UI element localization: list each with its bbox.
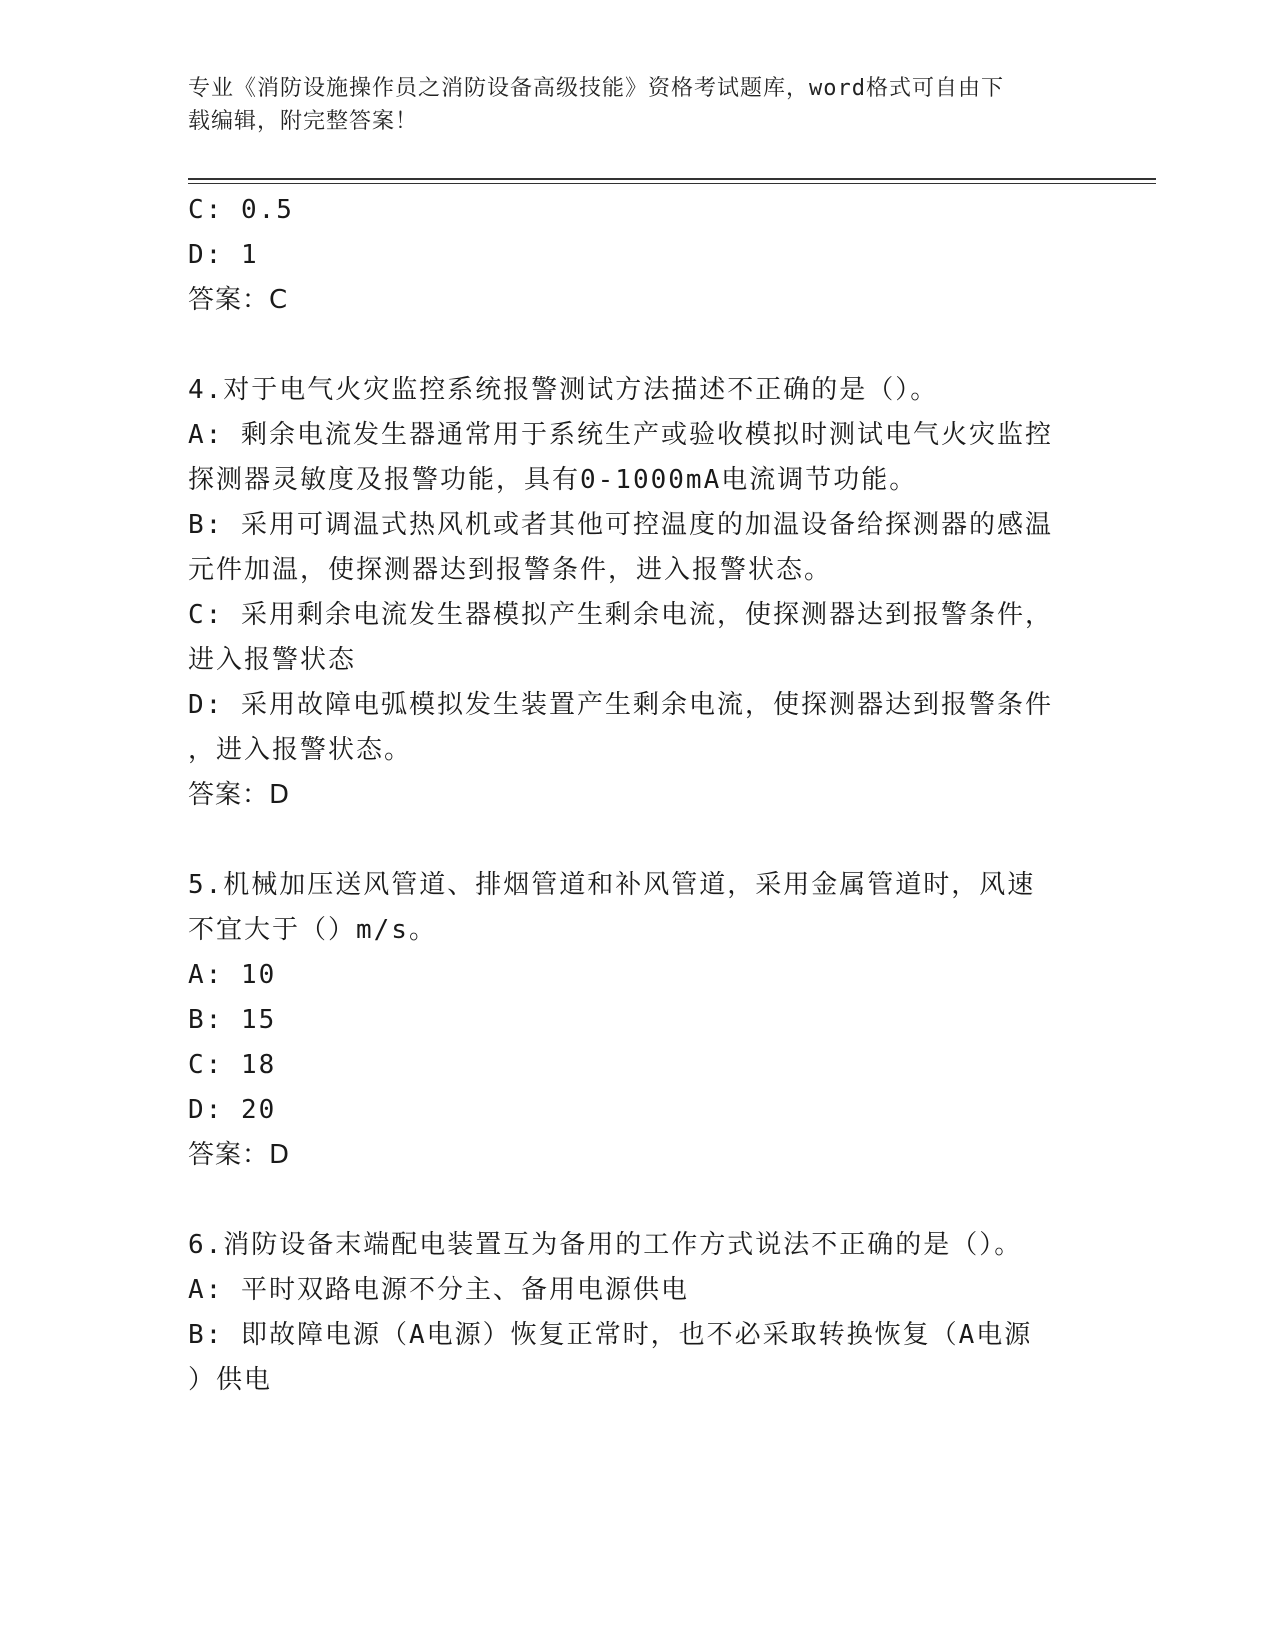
question-stem: 5.机械加压送风管道、排烟管道和补风管道，采用金属管道时，风速	[188, 870, 1036, 900]
option-a: A: 平时双路电源不分主、备用电源供电	[188, 1275, 689, 1305]
option-b: B: 采用可调温式热风机或者其他可控温度的加温设备给探测器的感温	[188, 510, 1053, 540]
spacer	[188, 323, 1088, 368]
spacer	[188, 818, 1088, 863]
option-a: A: 10	[188, 960, 277, 990]
header-rule-thin	[188, 183, 1156, 184]
option-d: D: 采用故障电弧模拟发生装置产生剩余电流，使探测器达到报警条件	[188, 690, 1053, 720]
answer: 答案：D	[188, 1140, 291, 1170]
question-stem: 6.消防设备末端配电装置互为备用的工作方式说法不正确的是（）。	[188, 1230, 1023, 1260]
question-list	[188, 188, 1088, 1403]
header-line-1: 专业《消防设施操作员之消防设备高级技能》资格考试题库，word格式可自由下	[188, 76, 1004, 101]
header-line-2: 载编辑，附完整答案！	[188, 109, 419, 134]
option-c: C: 18	[188, 1050, 277, 1080]
spacer	[188, 1178, 1088, 1223]
answer: 答案：C	[188, 285, 289, 315]
option-b-cont: 元件加温，使探测器达到报警条件，进入报警状态。	[188, 555, 833, 585]
question-stem: 4.对于电气火灾监控系统报警测试方法描述不正确的是（）。	[188, 375, 939, 405]
option-c: C: 0.5	[188, 195, 294, 225]
header-rule-thick	[188, 178, 1156, 180]
document-header	[188, 72, 1088, 138]
option-a-cont: 探测器灵敏度及报警功能，具有0-1000mA电流调节功能。	[188, 465, 918, 495]
option-b-cont: ）供电	[188, 1365, 273, 1395]
question-6	[188, 1223, 1088, 1403]
option-d: D: 20	[188, 1095, 277, 1125]
question-stem-cont: 不宜大于（）m/s。	[188, 915, 437, 945]
option-b: B: 即故障电源（A电源）恢复正常时，也不必采取转换恢复（A电源	[188, 1320, 1033, 1350]
question-5	[188, 863, 1088, 1178]
question-4	[188, 368, 1088, 818]
option-c: C: 采用剩余电流发生器模拟产生剩余电流，使探测器达到报警条件，	[188, 600, 1053, 630]
option-a: A: 剩余电流发生器通常用于系统生产或验收模拟时测试电气火灾监控	[188, 420, 1053, 450]
option-d: D: 1	[188, 240, 259, 270]
option-b: B: 15	[188, 1005, 277, 1035]
answer: 答案：D	[188, 780, 291, 810]
question-3	[188, 188, 1088, 323]
option-d-cont: ，进入报警状态。	[188, 735, 413, 765]
option-c-cont: 进入报警状态	[188, 645, 357, 675]
